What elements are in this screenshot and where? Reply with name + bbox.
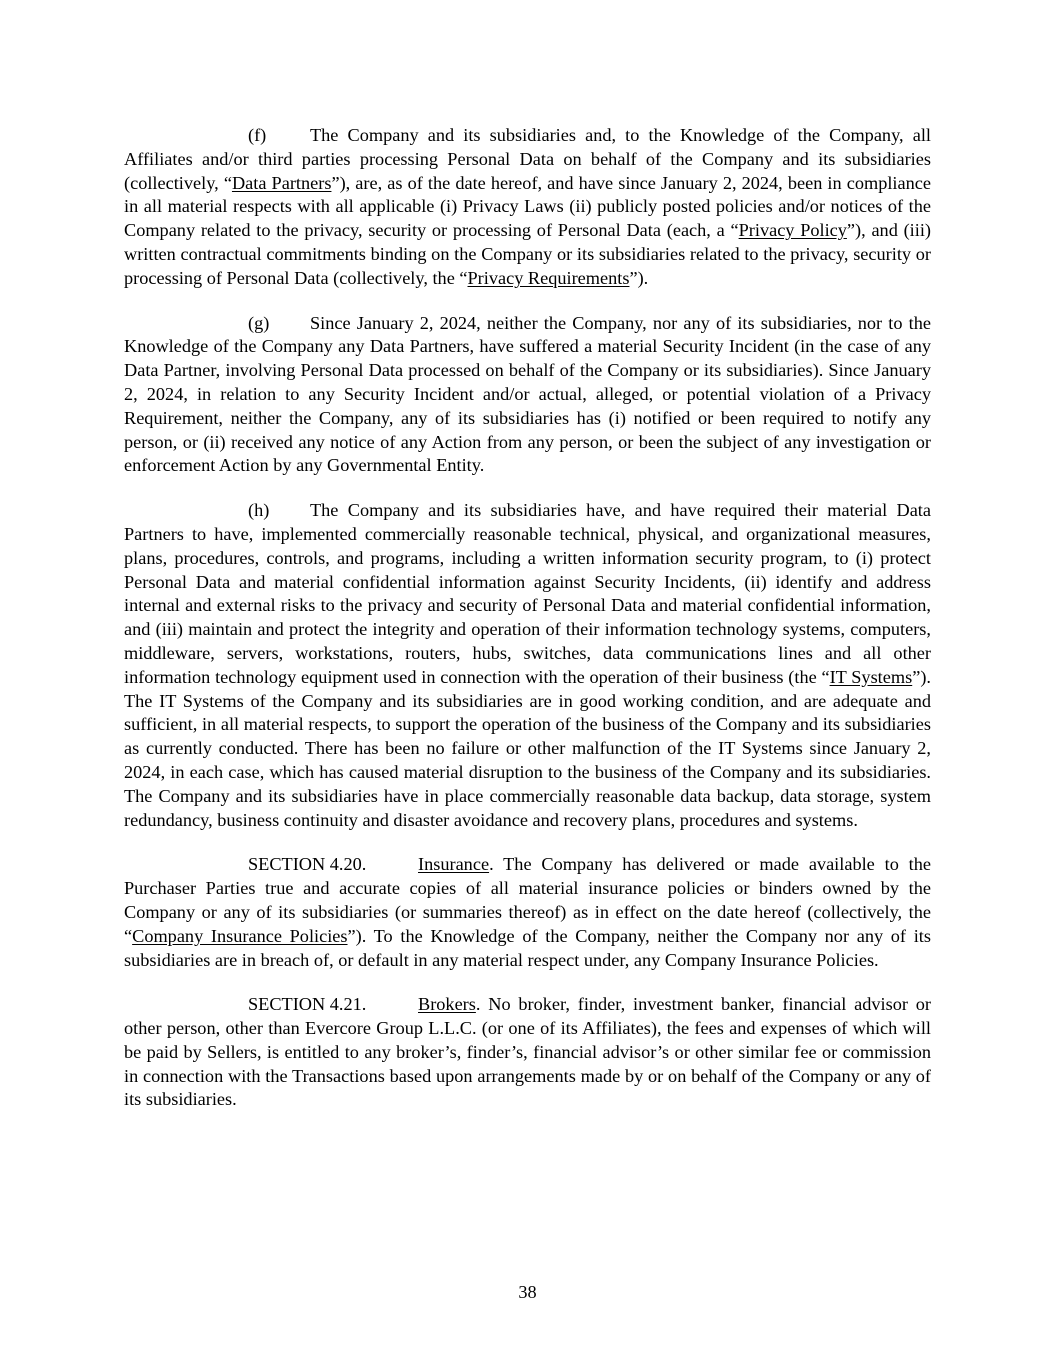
section-number: SECTION 4.21. bbox=[248, 994, 367, 1015]
paragraph-text: The Company and its subsidiaries have, and have required their material Data Partners to have, implemented commercially reasonable technical, physical, and organizational measures, plans, procedures, controls, and programs, including a written information security program, to (i) protect Personal Data and material confidential information against Security Incidents, (ii) identify and address internal and external risks to the privacy and security of Personal Data and material confidential information, and (iii) maintain and protect the integrity and operation of their information technology systems, computers, middleware, servers, workstations, routers, hubs, switches, data communications lines and all other information technology equipment used in connection with the operation of their business (the “ bbox=[124, 500, 931, 687]
paragraph-number: (f) bbox=[248, 125, 267, 145]
paragraph-g bbox=[124, 312, 931, 479]
section-4-21 bbox=[124, 993, 931, 1112]
defined-term-privacy-requirements: Privacy Requirements bbox=[467, 267, 630, 288]
defined-term-it-systems: IT Systems bbox=[829, 666, 913, 687]
section-4-20 bbox=[124, 853, 931, 972]
paragraph-h bbox=[124, 499, 931, 832]
page-number: 38 bbox=[518, 1282, 537, 1302]
paragraph-text: ”), and (iii) written contractual commitments binding on the Company or its subsidiaries related to the privacy, security or processing of Personal Data (collectively, the “ bbox=[124, 220, 931, 288]
document-page bbox=[124, 124, 931, 1112]
paragraph-text: . The Company has delivered or made available to the Purchaser Parties true and accurate copies of all material insurance policies or binders owned by the Company or any of its subsidiaries (or summaries thereof) as in effect on the date hereof (collectively, the “ bbox=[124, 854, 931, 946]
paragraph-text: The Company and its subsidiaries and, to the Knowledge of the Company, all Affiliates and/or third parties processing Personal Data on behalf of the Company and its subsidiaries (collectively, “ bbox=[124, 125, 931, 193]
section-number: SECTION 4.20. bbox=[248, 854, 367, 875]
paragraph-text: ”). bbox=[629, 267, 649, 288]
paragraph-text: ”), are, as of the date hereof, and have since January 2, 2024, been in compliance in all material respects with all applicable (i) Privacy Laws (ii) publicly posted policies and/or notices of the Company related to the privacy, security or processing of Personal Data (each, a “ bbox=[124, 172, 931, 241]
defined-term-privacy-policy: Privacy Policy bbox=[738, 220, 847, 241]
paragraph-text: ”). To the Knowledge of the Company, neither the Company nor any of its subsidiaries are in breach of, or default in any material respect under, any Company Insurance Policies. bbox=[124, 925, 931, 970]
paragraph-text: ”). The IT Systems of the Company and its subsidiaries are in good working condition, and are adequate and sufficient, in all material respects, to support the operation of the business of the Company and its subsidiaries as currently conducted. There has been no failure or other malfunction of the IT Systems since January 2, 2024, in each case, which has caused material disruption to the business of the Company and its subsidiaries. The Company and its subsidiaries have in place commercially reasonable data backup, data storage, system redundancy, business continuity and disaster avoidance and recovery plans, procedures and systems. bbox=[124, 666, 931, 830]
paragraph-number: (g) bbox=[248, 312, 270, 333]
section-heading-brokers: Brokers bbox=[418, 994, 476, 1015]
defined-term-company-insurance-policies: Company Insurance Policies bbox=[132, 925, 348, 946]
paragraph-text: Since January 2, 2024, neither the Company, nor any of its subsidiaries, nor to the Knowledge of the Company any Data Partners, have suffered a material Security Incident (in the case of any Data Partner, involving Personal Data processed on behalf of the Company or its subsidiaries). Since January 2, 2024, in relation to any Security Incident and/or actual, alleged, or potential violation of a Privacy Requirement, neither the Company, any of its subsidiaries has (i) notified or been required to notify any person, or (ii) received any notice of any Action from any person, or been the subject of any investigation or enforcement Action by any Governmental Entity. bbox=[124, 312, 931, 476]
defined-term-data-partners: Data Partners bbox=[231, 172, 332, 193]
paragraph-text: . No broker, finder, investment banker, financial advisor or other person, other than Evercore Group L.L.C. (or one of its Affiliates), the fees and expenses of which will be paid by Sellers, is entitled to any broker’s, finder’s, financial advisor’s or other similar fee or commission in connection with the Transactions based upon arrangements made by or on behalf of the Company or any of its subsidiaries. bbox=[124, 994, 931, 1110]
section-heading-insurance: Insurance bbox=[418, 854, 490, 875]
paragraph-number: (h) bbox=[248, 500, 270, 521]
paragraph-f bbox=[124, 124, 931, 291]
